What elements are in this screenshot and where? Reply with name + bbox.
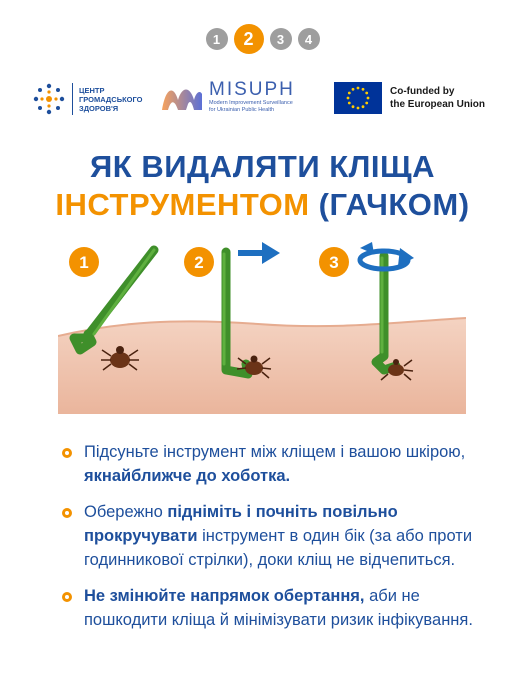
svg-text:2: 2 bbox=[194, 253, 204, 272]
misuph-logo-icon bbox=[160, 82, 204, 112]
pager-step-3[interactable]: 3 bbox=[270, 28, 292, 50]
arrow-right-icon bbox=[238, 242, 280, 264]
pager-step-4[interactable]: 4 bbox=[298, 28, 320, 50]
pager-step-2[interactable]: 2 bbox=[234, 24, 264, 54]
bullet-marker bbox=[62, 448, 72, 458]
misuph-subtitle: Modern Improvement Surveillance for Ukrainian Public Health bbox=[209, 100, 293, 113]
list-item: Не змінюйте напрямок обертання, аби не пошкодити кліща й мінімізувати ризик інфікування. bbox=[62, 584, 502, 632]
misuph-logo bbox=[160, 80, 299, 114]
step-pager bbox=[0, 24, 525, 54]
bullet-marker bbox=[62, 508, 72, 518]
eu-logo-text: Co-funded by the European Union bbox=[390, 86, 485, 110]
tick-removal-illustration bbox=[58, 238, 466, 414]
cgz-logo bbox=[32, 82, 142, 116]
step-badge-3 bbox=[319, 247, 349, 277]
svg-text:1: 1 bbox=[79, 253, 89, 272]
step-badge-2 bbox=[184, 247, 214, 277]
bullet-marker bbox=[62, 592, 72, 602]
eu-flag-icon bbox=[334, 82, 382, 114]
eu-logo bbox=[334, 82, 485, 114]
list-item: Обережно підніміть і почніть повільно прокручувати інструмент в один бік (за або проти годинникової стрілки), доки кліщ не відчепиться. bbox=[62, 500, 502, 572]
cgz-logo-icon bbox=[32, 82, 66, 116]
misuph-name: MISUPH bbox=[209, 79, 295, 100]
title-line-2: ІНСТРУМЕНТОМ (ГАЧКОМ) bbox=[55, 187, 470, 222]
instruction-list bbox=[62, 440, 502, 644]
page-title bbox=[0, 148, 525, 224]
pager-step-1[interactable]: 1 bbox=[206, 28, 228, 50]
partner-logos bbox=[0, 78, 525, 122]
list-item: Підсуньте інструмент між кліщем і вашою шкірою, якнайближче до хоботка. bbox=[62, 440, 502, 488]
title-line-1: ЯК ВИДАЛЯТИ КЛІЩА bbox=[90, 149, 435, 184]
svg-text:3: 3 bbox=[329, 253, 339, 272]
cgz-logo-text: ЦЕНТР ГРОМАДСЬКОГО ЗДОРОВ'Я bbox=[79, 85, 143, 113]
step-badge-1 bbox=[69, 247, 99, 277]
